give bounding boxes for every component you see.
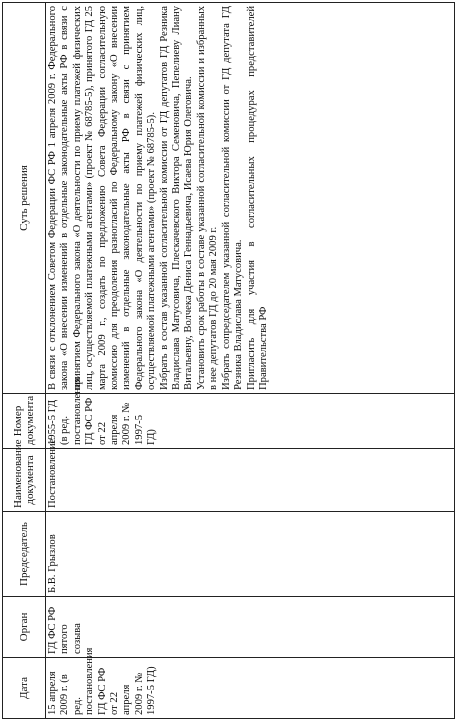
cell-doc-number: 1955-5 ГД (в ред. постановления ГД ФС РФ от 22 апреля 2009 г. № 1997-5 ГД) xyxy=(46,394,455,449)
header-date: Дата xyxy=(3,658,46,719)
summary-paragraph: Избрать в состав указанной согласительной комиссии от ГД депутатов ГД Резника Владислава Матусовича, Плескачевского Виктора Семеновича, Пепелиеву Лиану Витальевну, Волчека Дениса Геннадьевича, Исаева Юрия Олеговича. xyxy=(158,6,195,390)
summary-paragraph: Установить срок работы в составе указанной согласительной комиссии и избранных в нее депутатов ГД до 20 мая 2009 г. xyxy=(195,6,220,390)
cell-chairman: Б.В. Грызлов xyxy=(46,512,455,597)
summary-paragraph: В связи с отклонением Советом Федерации ФС РФ 1 апреля 2009 г. Федерального закона «О внесении изменений в отдельные законодательные акты РФ в связи с принятием Федерального закона «О деятельности по приему платежей физических лиц, осуществляемой платежными агентами» (проект № 68785-5), принятого ГД 25 марта 2009 г., создать по предложению Совета Федерации согласительную комиссию для преодоления разногласий по Федеральному закону «О внесении изменений в отдельные законодательные акты РФ в связи с принятием Федерального закона «О деятельности по приему платежей физических лиц, осуществляемой платежными агентами» (проект № 68785-5). xyxy=(47,6,158,390)
cell-summary xyxy=(46,3,455,394)
cell-doc-name: Постановление xyxy=(46,449,455,512)
summary-paragraph: Пригласить для участия в согласительных процедурах представителей Правительства РФ xyxy=(245,6,269,390)
cell-date: 15 апреля 2009 г. (в ред. постановления ГД ФС РФ от 22 апреля 2009 г. № 1997-5 ГД) xyxy=(46,658,455,719)
table-header-row xyxy=(3,3,46,719)
table-row xyxy=(46,3,455,719)
header-doc-number: Номер документа xyxy=(3,394,46,449)
header-summary: Суть решения xyxy=(3,3,46,394)
header-chairman: Председатель xyxy=(3,512,46,597)
summary-paragraph: Избрать сопредседателем указанной согласительной комиссии от ГД депутата ГД Резника Владислава Матусовича. xyxy=(220,6,245,390)
header-organ: Орган xyxy=(3,597,46,658)
decisions-table xyxy=(2,2,455,719)
cell-organ: ГД ФС РФ пятого созыва xyxy=(46,597,455,658)
header-doc-name: Наименование документа xyxy=(3,449,46,512)
